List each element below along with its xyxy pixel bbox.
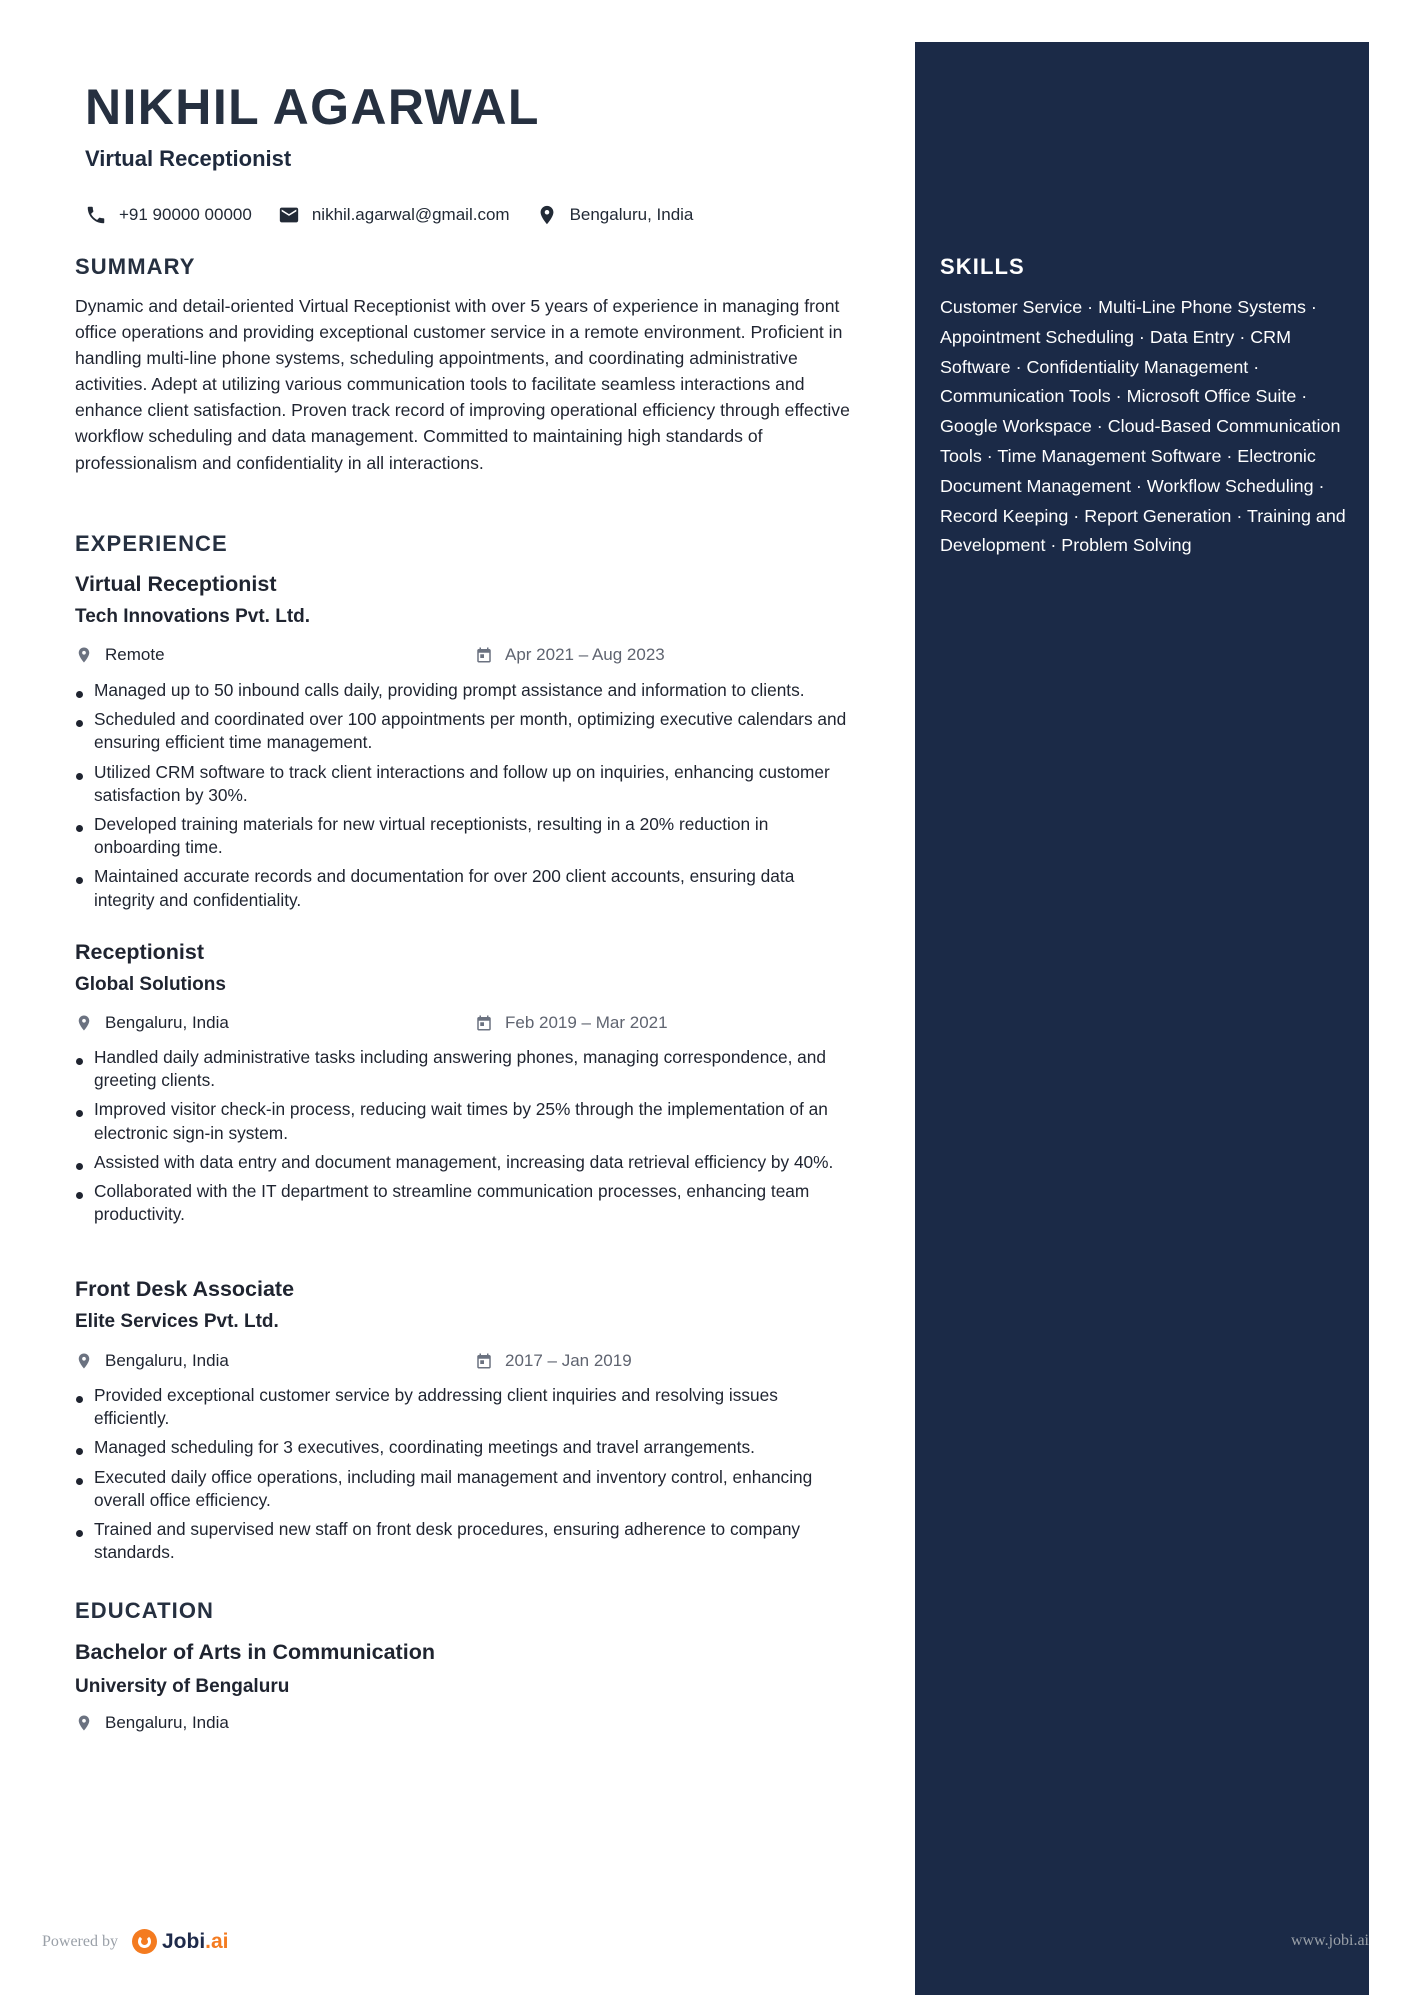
list-item: Scheduled and coordinated over 100 appointments per month, optimizing executive calendars and ensuring efficient time management. (75, 708, 855, 754)
job-title: Front Desk Associate (75, 1277, 295, 1301)
job-dates-text: Feb 2019 – Mar 2021 (505, 1013, 668, 1032)
job-dates (475, 1013, 668, 1033)
job-company: Tech Innovations Pvt. Ltd. (75, 606, 311, 627)
list-item: Provided exceptional customer service by addressing client inquiries and resolving issues efficiently. (75, 1384, 855, 1430)
list-item: Developed training materials for new virtual receptionists, resulting in a 20% reduction in onboarding time. (75, 813, 855, 859)
map-pin-icon (75, 1352, 93, 1370)
candidate-name: NIKHIL AGARWAL (85, 79, 540, 135)
education-school: University of Bengaluru (75, 1676, 290, 1697)
map-pin-icon (75, 646, 93, 664)
skills-list: Customer Service · Multi-Line Phone Systems · Appointment Scheduling · Data Entry · CRM Software · Confidentiality Management · Communication Tools · Microsoft Office Suite · Google Workspace · Cloud-Based Communication Tools · Time Management Software · Electronic Document Management · Workflow Scheduling · Record Keeping · Report Generation · Training and Development · Problem Solving (940, 297, 1346, 556)
list-item: Managed scheduling for 3 executives, coordinating meetings and travel arrangements. (75, 1436, 855, 1459)
brand-logo-link[interactable] (132, 1929, 229, 1954)
education-meta (75, 1713, 855, 1737)
list-item: Managed up to 50 inbound calls daily, providing prompt assistance and information to clients. (75, 679, 855, 702)
job-dates-text: Apr 2021 – Aug 2023 (505, 645, 665, 664)
job-location (75, 1351, 229, 1371)
list-item: Handled daily administrative tasks including answering phones, managing correspondence, and greeting clients. (75, 1046, 855, 1092)
calendar-icon (475, 1014, 493, 1032)
location-text: Bengaluru, India (569, 205, 694, 224)
jobi-logo-icon (132, 1929, 157, 1954)
map-pin-icon (536, 204, 558, 226)
job-meta (75, 1351, 855, 1375)
job-location (75, 645, 165, 665)
education-location (75, 1713, 229, 1733)
list-item: Assisted with data entry and document management, increasing data retrieval efficiency by 40%. (75, 1151, 855, 1174)
contact-phone (85, 204, 252, 226)
job-title: Receptionist (75, 940, 205, 964)
list-item: Utilized CRM software to track client interactions and follow up on inquiries, enhancing customer satisfaction by 30%. (75, 761, 855, 807)
job-bullets (75, 1046, 855, 1232)
job-location (75, 1013, 229, 1033)
list-item: Improved visitor check-in process, reducing wait times by 25% through the implementation of an electronic sign-in system. (75, 1098, 855, 1144)
list-item: Trained and supervised new staff on front desk procedures, ensuring adherence to company standards. (75, 1518, 855, 1564)
job-dates (475, 645, 665, 665)
job-meta (75, 1013, 855, 1037)
job-company: Global Solutions (75, 974, 226, 995)
job-bullets (75, 679, 855, 918)
job-location-text: Bengaluru, India (105, 1351, 229, 1370)
job-location-text: Bengaluru, India (105, 1013, 229, 1032)
education-degree: Bachelor of Arts in Communication (75, 1640, 435, 1664)
email-address: nikhil.agarwal@gmail.com (311, 205, 510, 224)
map-pin-icon (75, 1014, 93, 1032)
job-meta (75, 645, 855, 669)
job-dates-text: 2017 – Jan 2019 (505, 1351, 632, 1370)
job-dates (475, 1351, 632, 1371)
contact-row (85, 204, 693, 226)
phone-icon (85, 204, 107, 226)
job-location-text: Remote (105, 645, 165, 664)
calendar-icon (475, 1352, 493, 1370)
skills-heading: SKILLS (940, 254, 1025, 279)
brand-suffix: .ai (205, 1929, 229, 1953)
footer-branding (42, 1929, 229, 1954)
map-pin-icon (75, 1714, 93, 1732)
website-link[interactable]: www.jobi.ai (1290, 1932, 1369, 1949)
list-item: Executed daily office operations, including mail management and inventory control, enhancing overall office efficiency. (75, 1466, 855, 1512)
summary-heading: SUMMARY (75, 254, 196, 279)
candidate-role: Virtual Receptionist (85, 146, 292, 171)
calendar-icon (475, 646, 493, 664)
experience-heading: EXPERIENCE (75, 531, 228, 556)
summary-text: Dynamic and detail-oriented Virtual Receptionist with over 5 years of experience in managing front office operations and providing exceptional customer service in a remote environment. Proficient in handling multi-line phone systems, scheduling appointments, and coordinating administrative activities. Adept at utilizing various communication tools to facilitate seamless interactions and enhance client satisfaction. Proven track record of improving operational efficiency through effective workflow scheduling and data management. Committed to maintaining high standards of professionalism and confidentiality in all interactions. (75, 296, 850, 473)
job-bullets (75, 1384, 855, 1570)
phone-number: +91 90000 00000 (119, 205, 252, 224)
powered-by-label: Powered by (42, 1932, 118, 1950)
contact-location (536, 204, 694, 226)
job-company: Elite Services Pvt. Ltd. (75, 1311, 279, 1332)
brand-name: Jobi (161, 1929, 206, 1953)
list-item: Maintained accurate records and documentation for over 200 client accounts, ensuring data integrity and confidentiality. (75, 865, 855, 911)
education-location-text: Bengaluru, India (105, 1713, 229, 1732)
email-icon (278, 204, 300, 226)
list-item: Collaborated with the IT department to streamline communication processes, enhancing team productivity. (75, 1180, 855, 1226)
job-title: Virtual Receptionist (75, 572, 277, 596)
education-heading: EDUCATION (75, 1598, 215, 1623)
contact-email (278, 204, 510, 226)
